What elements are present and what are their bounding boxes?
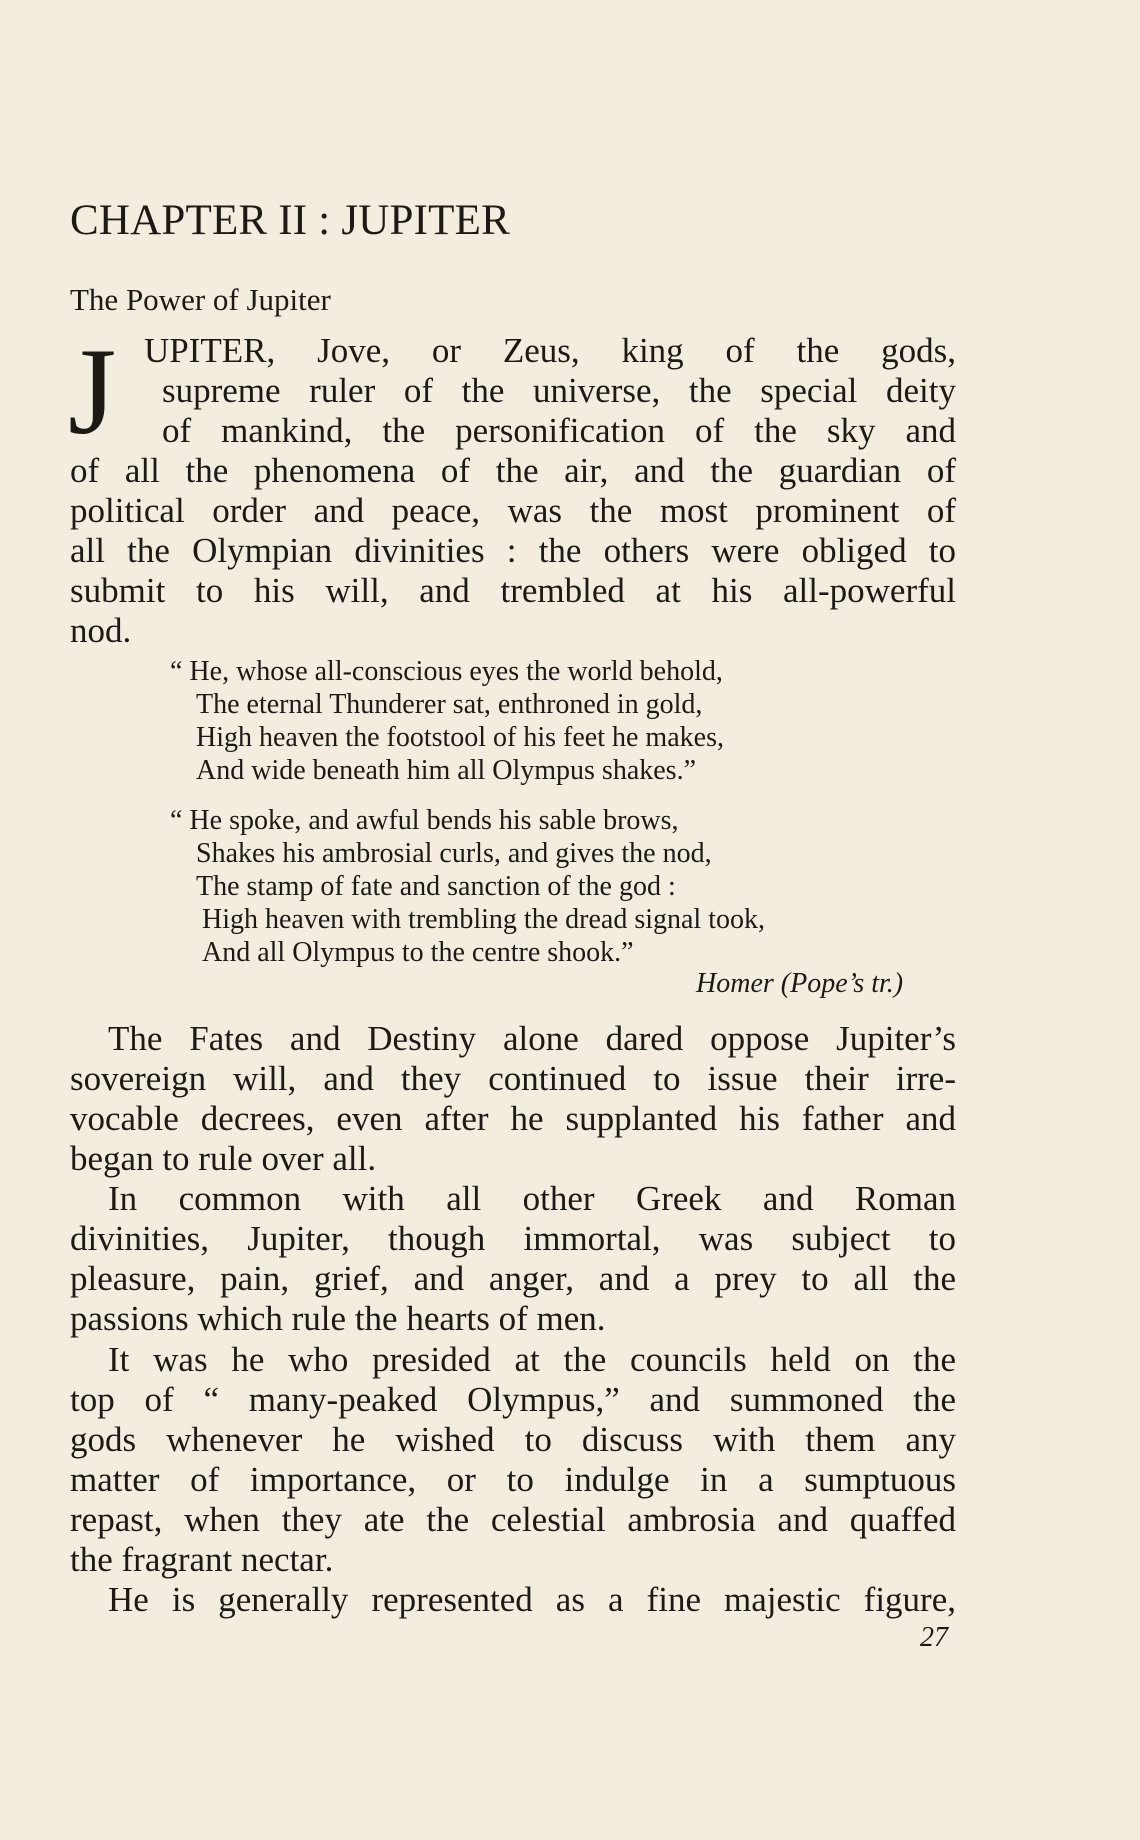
opening-line-5: political order and peace, was the most prominent of bbox=[70, 491, 956, 530]
quote-1-line-1: “ He, whose all-conscious eyes the world behold, bbox=[170, 656, 723, 687]
paragraph-2-line-2: divinities, Jupiter, though immortal, was subject to bbox=[70, 1219, 956, 1258]
opening-line-4: of all the phenomena of the air, and the guardian of bbox=[70, 451, 956, 490]
chapter-title: CHAPTER II : JUPITER bbox=[70, 197, 510, 244]
section-heading: The Power of Jupiter bbox=[70, 282, 331, 317]
quote-2-line-3: The stamp of fate and sanction of the god : bbox=[196, 871, 676, 902]
quote-2-line-5: And all Olympus to the centre shook.” bbox=[202, 937, 634, 968]
opening-line-1: UPITER, Jove, or Zeus, king of the gods, bbox=[144, 331, 956, 370]
opening-line-8: nod. bbox=[70, 611, 132, 650]
quote-1-line-3: High heaven the footstool of his feet he makes, bbox=[196, 722, 724, 753]
quote-attribution: Homer (Pope’s tr.) bbox=[696, 968, 904, 999]
paragraph-1-line-2: sovereign will, and they continued to issue their irre- bbox=[70, 1059, 956, 1098]
page-number: 27 bbox=[920, 1622, 948, 1653]
paragraph-1-line-3: vocable decrees, even after he supplanted his father and bbox=[70, 1099, 956, 1138]
drop-cap: J bbox=[68, 323, 117, 460]
opening-line-7: submit to his will, and trembled at his all-powerful bbox=[70, 571, 956, 610]
paragraph-4-line-1: He is generally represented as a fine majestic figure, bbox=[108, 1580, 956, 1619]
paragraph-3-line-5: repast, when they ate the celestial ambrosia and quaffed bbox=[70, 1500, 956, 1539]
quote-2-line-2: Shakes his ambrosial curls, and gives the nod, bbox=[196, 838, 712, 869]
paragraph-2-line-3: pleasure, pain, grief, and anger, and a prey to all the bbox=[70, 1259, 956, 1298]
paragraph-1-line-1: The Fates and Destiny alone dared oppose Jupiter’s bbox=[108, 1019, 956, 1058]
paragraph-3-line-4: matter of importance, or to indulge in a sumptuous bbox=[70, 1460, 956, 1499]
opening-line-6: all the Olympian divinities : the others were obliged to bbox=[70, 531, 956, 570]
paragraph-1-line-4: began to rule over all. bbox=[70, 1139, 377, 1178]
quote-2-line-4: High heaven with trembling the dread signal took, bbox=[202, 904, 765, 935]
paragraph-3-line-2: top of “ many-peaked Olympus,” and summoned the bbox=[70, 1380, 956, 1419]
paragraph-2-line-4: passions which rule the hearts of men. bbox=[70, 1299, 606, 1338]
paragraph-2-line-1: In common with all other Greek and Roman bbox=[108, 1179, 956, 1218]
paragraph-3-line-1: It was he who presided at the councils held on the bbox=[108, 1340, 956, 1379]
paragraph-3-line-3: gods whenever he wished to discuss with them any bbox=[70, 1420, 956, 1459]
opening-line-2: supreme ruler of the universe, the special deity bbox=[162, 371, 956, 410]
quote-1-line-4: And wide beneath him all Olympus shakes.” bbox=[196, 755, 697, 786]
quote-1-line-2: The eternal Thunderer sat, enthroned in gold, bbox=[196, 689, 703, 720]
paragraph-3-line-6: the fragrant nectar. bbox=[70, 1540, 334, 1579]
quote-2-line-1: “ He spoke, and awful bends his sable brows, bbox=[170, 805, 679, 836]
opening-line-3: of mankind, the personification of the sky and bbox=[162, 411, 956, 450]
